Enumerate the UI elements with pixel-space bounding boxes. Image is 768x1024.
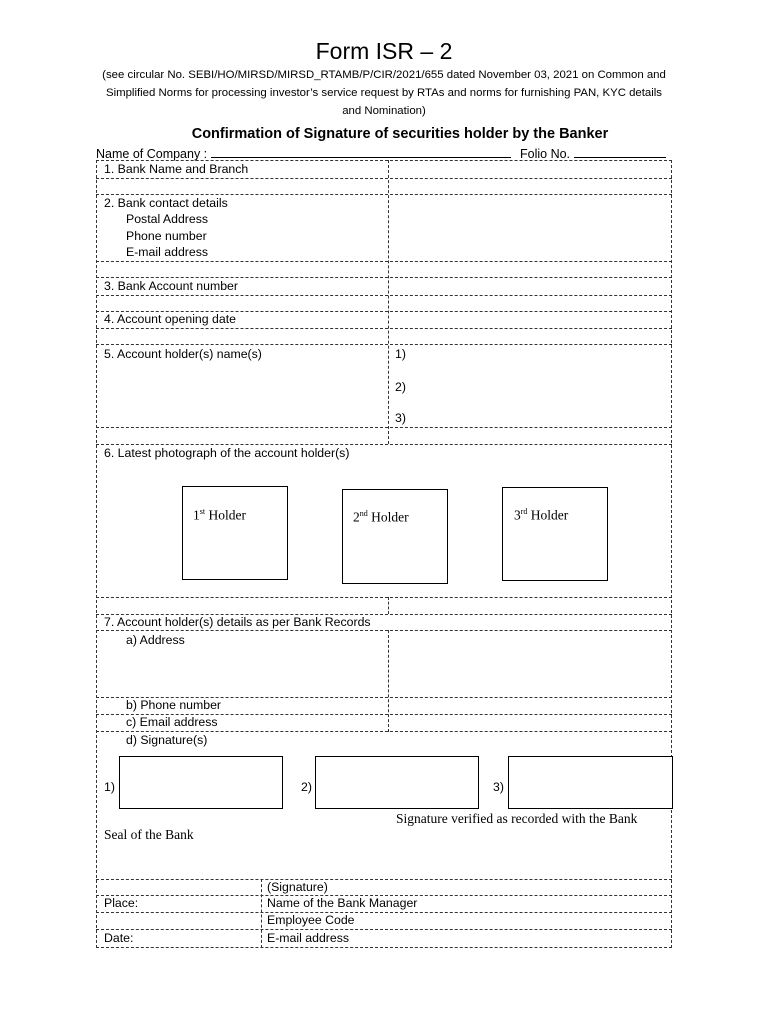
row-line	[96, 630, 672, 631]
row-line	[96, 947, 672, 948]
table-column-divider	[388, 160, 389, 444]
bank-name-branch-field[interactable]	[390, 162, 670, 177]
bank-records-label: 7. Account holder(s) details as per Bank Records	[104, 615, 371, 629]
email-address-label: E-mail address	[126, 245, 209, 259]
signature-box-1[interactable]	[119, 756, 283, 809]
footer-column-divider	[261, 879, 262, 948]
holder-name-1-label: 1)	[395, 347, 406, 361]
holder-phone-field[interactable]	[390, 699, 670, 713]
row-line	[96, 929, 672, 930]
signatures-label: d) Signature(s)	[126, 733, 208, 747]
row-line	[96, 277, 672, 278]
circular-line-1: (see circular No. SEBI/HO/MIRSD/MIRSD_RTAMB/P/CIR/2021/655 dated November 03, 2021 on Common and	[102, 69, 666, 81]
photo-holder-1-word: Holder	[205, 507, 246, 523]
name-of-company-field[interactable]	[211, 145, 511, 158]
photo-box-holder-1[interactable]	[182, 486, 288, 580]
photo-holder-2-suffix: nd	[359, 509, 368, 518]
employee-code-label: Employee Code	[267, 913, 355, 927]
row-line	[96, 912, 672, 913]
row-line	[96, 731, 672, 732]
date-label: Date:	[104, 931, 134, 945]
folio-field[interactable]	[574, 145, 666, 158]
bank-contact-field[interactable]	[390, 196, 670, 260]
signature-1-label: 1)	[104, 780, 115, 794]
holder-email-field[interactable]	[390, 716, 670, 730]
address-field[interactable]	[390, 632, 670, 696]
row-line	[96, 160, 672, 161]
row-line	[96, 295, 672, 296]
holder-phone-label: b) Phone number	[126, 698, 222, 712]
account-opening-date-label: 4. Account opening date	[104, 312, 236, 326]
address-label: a) Address	[126, 633, 185, 647]
table-column-divider-3	[388, 630, 389, 732]
photo-holder-3-number: 3	[514, 507, 521, 523]
photograph-label: 6. Latest photograph of the account holder(s)	[104, 446, 350, 460]
holder-email-label: c) Email address	[126, 715, 218, 729]
manager-signature-label: (Signature)	[267, 880, 328, 894]
manager-email-label: E-mail address	[267, 931, 350, 945]
table-left-border	[96, 160, 97, 948]
row-line	[96, 427, 672, 428]
photo-box-holder-2[interactable]	[342, 489, 448, 584]
phone-number-label: Phone number	[126, 229, 207, 243]
bank-name-branch-label: 1. Bank Name and Branch	[104, 162, 249, 176]
row-line	[96, 328, 672, 329]
holder-name-2-label: 2)	[395, 380, 406, 394]
photo-holder-3-suffix: rd	[520, 507, 528, 516]
row-line	[96, 194, 672, 195]
photo-holder-1-number: 1	[193, 507, 200, 523]
photo-holder-2-word: Holder	[367, 509, 409, 525]
form-title: Form ISR – 2	[315, 38, 453, 64]
table-column-divider-2	[388, 597, 389, 614]
photo-holder-3-word: Holder	[527, 507, 569, 523]
place-label: Place:	[104, 896, 139, 910]
circular-line-3: and Nomination)	[342, 105, 426, 117]
circular-reference	[80, 66, 688, 120]
photo-holder-1-suffix: st	[199, 507, 206, 516]
row-line	[96, 178, 672, 179]
row-line	[96, 879, 672, 880]
photo-holder-3-caption	[514, 507, 568, 524]
circular-line-2: Simplified Norms for processing investor’s service request by RTAs and norms for furnishing PAN, KYC details	[105, 87, 663, 99]
row-line	[96, 344, 672, 345]
photo-holder-2-number: 2	[353, 509, 360, 525]
signature-box-3[interactable]	[508, 756, 673, 809]
bank-contact-label: 2. Bank contact details	[104, 196, 228, 210]
name-of-company-row	[96, 145, 511, 161]
row-line	[96, 597, 672, 598]
postal-address-label: Postal Address	[126, 212, 209, 226]
account-opening-date-field[interactable]	[390, 312, 670, 327]
signature-2-label: 2)	[301, 780, 312, 794]
photo-holder-1-caption	[193, 507, 246, 524]
row-line	[96, 261, 672, 262]
account-holder-names-label: 5. Account holder(s) name(s)	[104, 347, 262, 361]
bank-account-number-label: 3. Bank Account number	[104, 279, 238, 293]
photo-holder-2-caption	[353, 509, 409, 526]
bank-account-number-field[interactable]	[390, 279, 670, 294]
row-line	[96, 444, 672, 445]
signature-3-label: 3)	[493, 780, 504, 794]
bank-manager-name-label: Name of the Bank Manager	[267, 896, 418, 910]
photo-box-holder-3[interactable]	[502, 487, 608, 581]
signature-verified-text: Signature verified as recorded with the Bank	[396, 811, 638, 826]
folio-label: Folio No.	[520, 147, 571, 161]
seal-of-bank-label: Seal of the Bank	[104, 827, 194, 842]
folio-row	[520, 145, 666, 161]
form-heading: Confirmation of Signature of securities holder by the Banker	[191, 126, 609, 142]
table-right-border	[671, 160, 672, 948]
holder-name-3-label: 3)	[395, 411, 406, 425]
name-of-company-label: Name of Company :	[96, 147, 208, 161]
signature-box-2[interactable]	[315, 756, 479, 809]
